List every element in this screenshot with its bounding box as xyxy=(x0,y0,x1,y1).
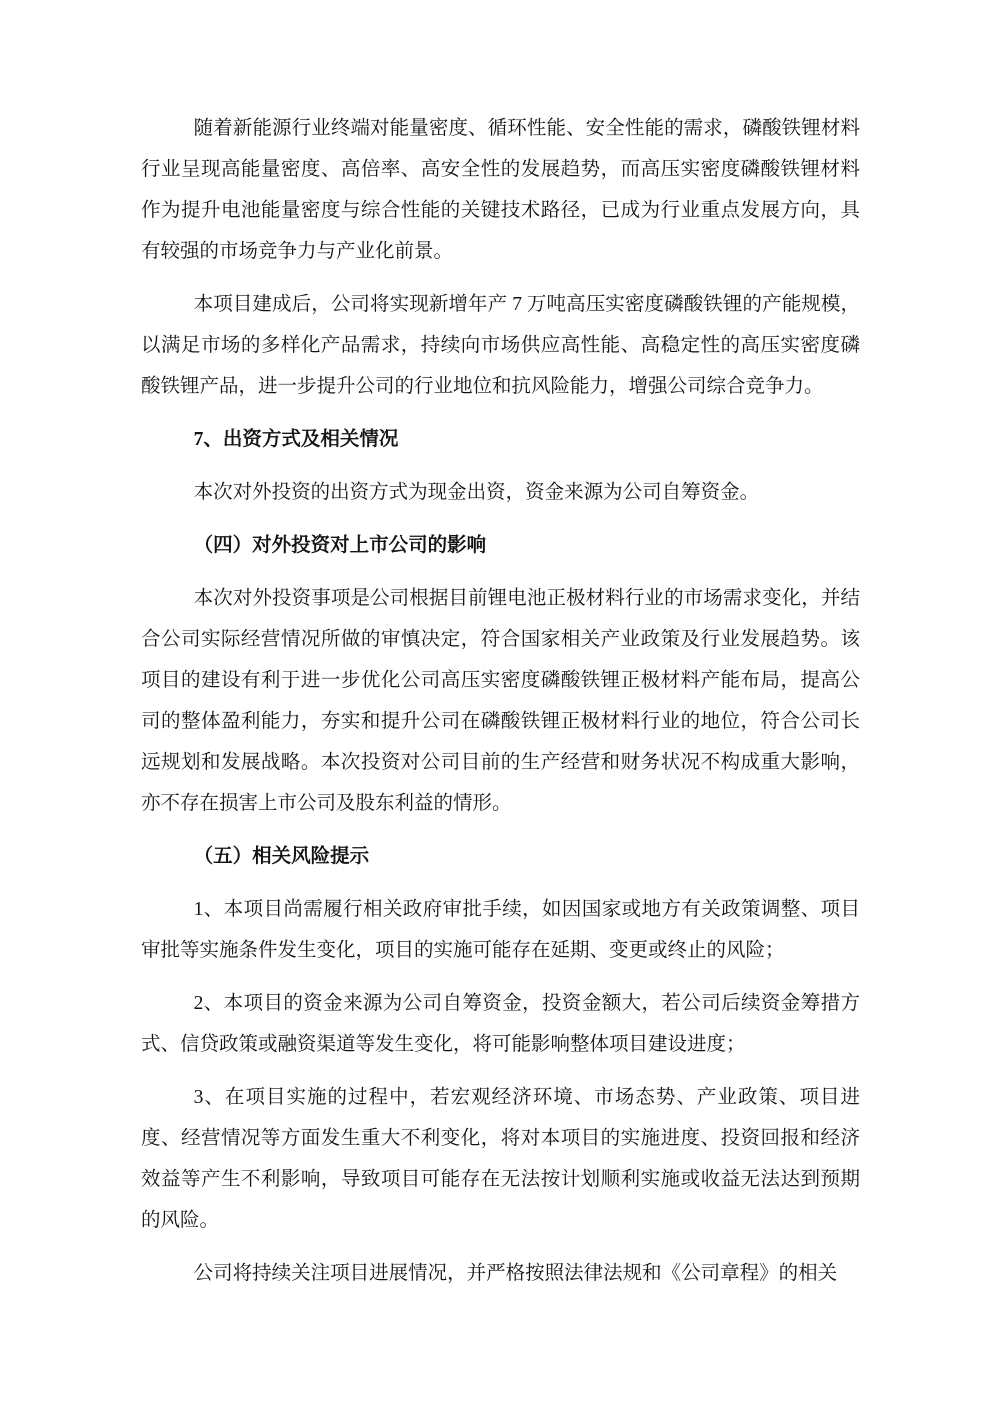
paragraph: 公司将持续关注项目进展情况，并严格按照法律法规和《公司章程》的相关 xyxy=(193,1263,838,1284)
document-body xyxy=(141,108,860,1294)
paragraph: 本项目建成后，公司将实现新增年产 7 万吨高压实密度磷酸铁锂的产能规模，以满足市场的多样化产品需求，持续向市场供应高性能、高稳定性的高压实密度磷酸铁锂产品，进一步提升公司的行业地位和抗风险能力，增强公司综合竞争力。 xyxy=(141,294,860,397)
paragraph: 随着新能源行业终端对能量密度、循环性能、安全性能的需求，磷酸铁锂材料行业呈现高能量密度、高倍率、高安全性的发展趋势，而高压实密度磷酸铁锂材料作为提升电池能量密度与综合性能的关键技术路径，已成为行业重点发展方向，具有较强的市场竞争力与产业化前景。 xyxy=(141,118,860,262)
paragraph: 本次对外投资事项是公司根据目前锂电池正极材料行业的市场需求变化，并结合公司实际经营情况所做的审慎决定，符合国家相关产业政策及行业发展趋势。该项目的建设有利于进一步优化公司高压实密度磷酸铁锂正极材料产能布局，提高公司的整体盈利能力，夯实和提升公司在磷酸铁锂正极材料行业的地位，符合公司长远规划和发展战略。本次投资对公司目前的生产经营和财务状况不构成重大影响，亦不存在损害上市公司及股东利益的情形。 xyxy=(141,588,860,814)
paragraph: 3、在项目实施的过程中，若宏观经济环境、市场态势、产业政策、项目进度、经营情况等方面发生重大不利变化，将对本项目的实施进度、投资回报和经济效益等产生不利影响，导致项目可能存在无法按计划顺利实施或收益无法达到预期的风险。 xyxy=(141,1087,860,1231)
section-heading: 7、出资方式及相关情况 xyxy=(193,429,399,450)
paragraph: 1、本项目尚需履行相关政府审批手续，如因国家或地方有关政策调整、项目审批等实施条件发生变化，项目的实施可能存在延期、变更或终止的风险； xyxy=(141,899,860,961)
paragraph: 2、本项目的资金来源为公司自筹资金，投资金额大，若公司后续资金筹措方式、信贷政策或融资渠道等发生变化，将可能影响整体项目建设进度； xyxy=(141,993,860,1055)
section-heading: （四）对外投资对上市公司的影响 xyxy=(193,535,487,556)
paragraph: 本次对外投资的出资方式为现金出资，资金来源为公司自筹资金。 xyxy=(193,482,760,503)
section-heading: （五）相关风险提示 xyxy=(193,846,370,867)
